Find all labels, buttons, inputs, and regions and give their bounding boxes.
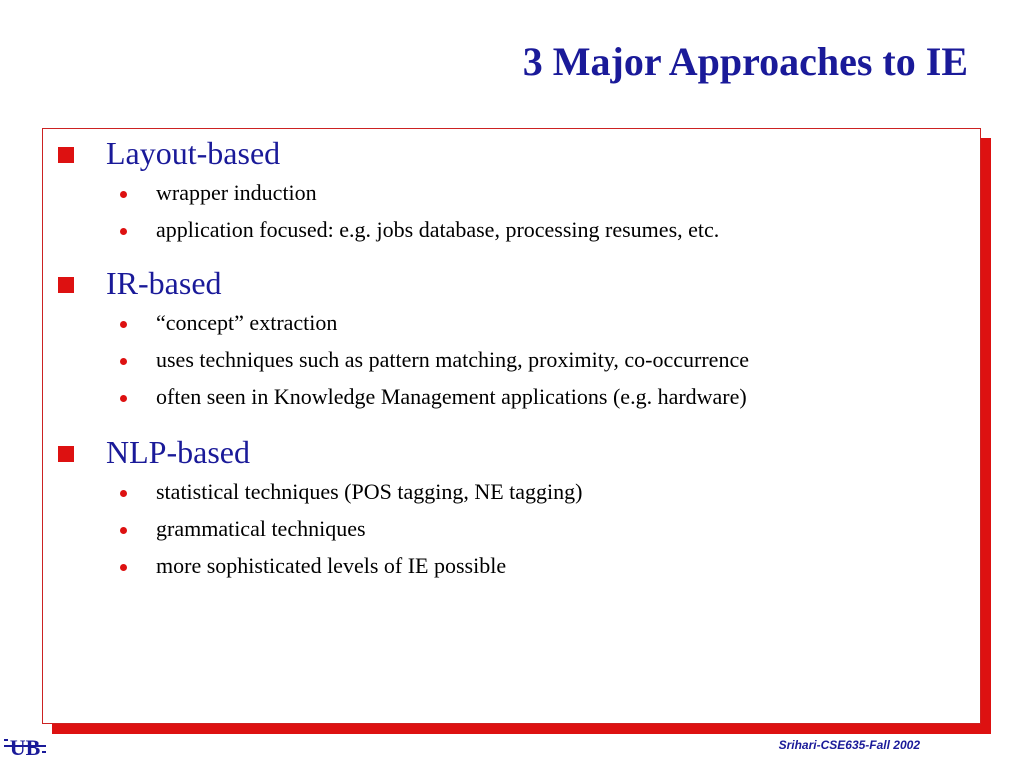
section-heading <box>43 428 980 474</box>
square-bullet-icon <box>58 446 74 462</box>
sub-item-list <box>43 474 980 585</box>
round-bullet-icon <box>120 564 127 571</box>
round-bullet-icon <box>120 490 127 497</box>
list-item <box>43 379 980 416</box>
list-item <box>43 511 980 548</box>
round-bullet-icon <box>120 395 127 402</box>
list-item <box>43 548 980 585</box>
list-item-text: uses techniques such as pattern matching, proximity, co-occurrence <box>156 347 749 372</box>
list-item-text: often seen in Knowledge Management applications (e.g. hardware) <box>156 384 747 409</box>
list-item-text: wrapper induction <box>156 180 317 205</box>
list-item <box>43 175 980 212</box>
list-item-text: more sophisticated levels of IE possible <box>156 553 507 578</box>
sub-item-list <box>43 175 980 249</box>
square-bullet-icon <box>58 277 74 293</box>
slide-title: 3 Major Approaches to IE <box>522 39 968 84</box>
section-title: IR-based <box>106 265 222 301</box>
section-heading <box>43 129 980 175</box>
list-item <box>43 212 980 249</box>
section-nlp-based <box>43 428 980 585</box>
section-heading <box>43 259 980 305</box>
round-bullet-icon <box>120 191 127 198</box>
list-item-text: “concept” extraction <box>156 310 338 335</box>
section-layout-based <box>43 129 980 249</box>
sub-item-list <box>43 305 980 416</box>
round-bullet-icon <box>120 527 127 534</box>
section-ir-based <box>43 259 980 416</box>
list-item <box>43 474 980 511</box>
round-bullet-icon <box>120 321 127 328</box>
content-box <box>42 128 981 724</box>
round-bullet-icon <box>120 228 127 235</box>
list-item-text: application focused: e.g. jobs database, processing resumes, etc. <box>156 217 720 242</box>
logo-text: UB <box>9 735 41 760</box>
footer-credit: Srihari-CSE635-Fall 2002 <box>778 738 920 752</box>
section-title: NLP-based <box>106 434 250 470</box>
list-item <box>43 342 980 379</box>
round-bullet-icon <box>120 358 127 365</box>
list-item-text: grammatical techniques <box>156 516 366 541</box>
list-item-text: statistical techniques (POS tagging, NE tagging) <box>156 479 583 504</box>
ub-logo-icon <box>4 731 46 761</box>
section-title: Layout-based <box>106 135 281 171</box>
square-bullet-icon <box>58 147 74 163</box>
list-item <box>43 305 980 342</box>
